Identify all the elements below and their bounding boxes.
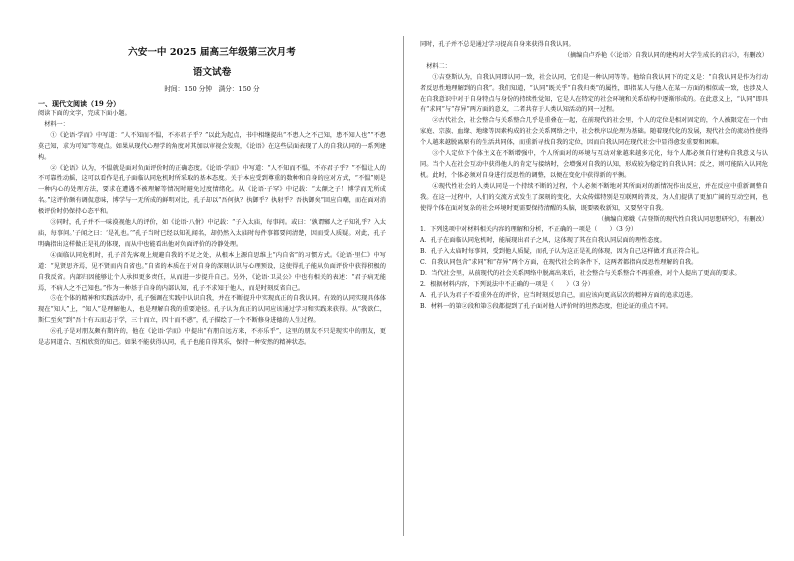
right-column (420, 40, 768, 313)
left-paragraph: ⑥孔子是对朋友颇有期许的，他在《论语·学而》中提出“有朋自远方来，不亦乐乎”，这里的朋友不只是现实中的朋友，更是志同道合、互相欣赏的知己。如果不能获得认同，孔子也能自得其乐，保持一种安然的精神状态。 (38, 328, 386, 347)
question-option: B．孔子入太庙时每事问，受到他人质疑，而孔子认为这正是礼的体现，因为自己这样做才真正符合礼。 (420, 248, 703, 256)
material1-label: 材料一： (44, 120, 69, 128)
right-paragraph: ③个人定位下个体主义在不断增强中，个人所面对的环境与互动对象越来越多元化，每个人都必须自行建构自我意义与认同。当个人在社会互动中获得他人的肯定与接纳时，会增强对自我的认知，形成较为稳定的自我认同；反之，则可能陷入认同危机。此时，个体必须对自身进行反思性的调整，以便在变化中获得新的平衡。 (420, 150, 768, 179)
question-option: A．孔子认为君子不看重外在的评价，应当时刻反思自己，而应该向更高层次的精神方面的追求迈进。 (420, 291, 697, 299)
question-stem: 2．根据材料内容，下列说法中不正确的一项是（ ）（3 分） (420, 280, 594, 288)
question-option: D．当代社会里，从前现代的社会关系网络中脱离出来后，社会整合与关系整合不再重叠，对个人提出了更高的要求。 (420, 270, 741, 278)
question-stem: 1．下列选项中对材料相关内容的理解和分析，不正确的一项是（ ）（3 分） (420, 226, 638, 234)
question-option: B．材料一的第②段和第⑤段都提到了孔子面对他人评价时的坦然态度，但论证的重点不同。 (420, 302, 673, 310)
left-paragraph: ⑤在个体的精神和实践活动中，孔子强调在实践中认识自我，并在不断提升中实现真正的自我认同。有效的认同实现具体体现在“知人”上，“知人”是理解他人，也是理解自我的重要途径。孔子认为真正的认同应该通过学习和实践来获得。从“我欲仁，斯仁至矣”到“吾十有五而志于学，三十而立，四十而不惑”，孔子描绘了一个不断修身进德的人生过程。 (38, 295, 386, 325)
left-paragraph: ②《论语》认为，不愠就是面对负面评价时的正确态度。《论语·学而》中写道：“人不知而不愠，不亦君子乎？”不愠让人的不可靠性动摇，这可以看作是孔子面临认同危机时所采取的基本态度。关于本应受到尊重的数种和自身的应对方式，“不愠”则是一种内心的处理方法，要求在遭遇不被理解等情况时避免过度情绪化。从《论语·子罕》中记载：“太颠之子！博学而无所成名。”这评价颇有调侃意味，博学与一无所成的鲜明对比，孔子却以“吾何执？执御乎？执射乎？吾执御矣”回应自嘲，而在面对消极评价时仍保持心态平和。 (38, 164, 386, 216)
left-column (38, 38, 386, 349)
subject-title: 语文试卷 (192, 67, 232, 78)
question-option: C．自我认同包含“求同”和“存异”两个方面，在现代社会的条件下，这两者都指向反思性理解的自我。 (420, 259, 698, 267)
right-paragraph: ②古代社会，社会整合与关系整合几乎是重叠在一起，在前现代的社会里，个人的定位是相对固定的，个人被限定在一个由家庭、宗族、血缘、地缘等因素构成的社会关系网络之中，社会秩序以伦理为基础。随着现代化的发展，现代社会的流动性使得个人越来越脱离原有的生活共同体，而重新寻找自我的定位，因而自我认同在现代社会中显得愈发重要和困难。 (420, 117, 768, 147)
right-paragraph: ①吉登斯认为，自我认同即认同一致，社会认同，它们是一种认同等等。他给自我认同下的定义是：“自我认同是作为行动者反思性地理解到的自我”。我们知道，“认同”既关乎“自我归类”的属性，即指某人与他人在某一方面的相似或一致，也涉及人在自我意识中对于自身特点与身份的持续性觉知，它是人在特定的社会环境和关系结构中逐渐形成的。在此意义上，“认同”即具有“求同”与“存异”两方面的意义，二者共存于人类认知活动的同一过程。 (420, 73, 768, 114)
column-divider (403, 36, 404, 536)
material2-label: 材料二： (426, 62, 451, 70)
right-paragraph: ④现代性社会的人类认同是一个持续不断的过程，个人必须不断地对其所面对的新情况作出反应，并在反应中重新调整自我。在这一过程中，人们的交流方式发生了深刻的变化，大众传媒特别是互联网的普及，为人们提供了更加广阔的互动空间，也使得个体在面对复杂的社会环境时更需要保持清醒的头脑，既要吸收新知，又要坚守自我。 (420, 182, 768, 212)
instruction-text: 阅读下面的文字，完成下面小题。 (38, 110, 131, 117)
section-heading: 一、现代文阅读（19 分） (38, 99, 121, 108)
left-paragraph: ①《论语·学而》中写道：“人不知而不愠，不亦君子乎？”以此为起点，书中相继提出“不患人之不己知，患不知人也”“不患莫己知，求为可知”等观点。如果从现代心理学的角度对其加以审视会发现，《论语》在这些层面表现了人的自我认同的一系列建构。 (38, 131, 386, 161)
source-citation-2: （摘编自郑娥《吉登斯的现代性自我认同思想研究》，有删改） (597, 215, 768, 223)
left-paragraph: ④面临认同危机时，孔子首先客观上规避自我的不足之处，从根本上源自思维上“内自省”的习惯方式。《论语·里仁》中写道：“见贤思齐焉，见不贤而内自省也。”自省的本质在于对自身的深刻认识与心理预设，这使得孔子能从负面评价中获得积极的自我反省。内部归因能够让个人承担更多责任，从而进一步提升自己。另外，《论语·卫灵公》中也有相关的表述：“君子病无能焉，不病人之不己知也。”作为一种基于自身的内部认知，孔子不求知于他人，而是时刻反省自己。 (38, 251, 386, 292)
question-option: A．孔子在面临认同危机时，能展现出君子之风，这体现了其在自我认同层面的理性态度。 (420, 237, 666, 245)
left-paragraph: ③同时，孔子并不一味漠视他人的评价，如《论语·八佾》中记载：“子入太庙，每事问。或曰：‘孰谓鄹人之子知礼乎？入太庙，每事问。’子闻之曰：‘是礼也。’”孔子当时已经以知礼闻名，却仍然入太庙时每件事都要问清楚，因而受人质疑。对此，孔子明确指出这样做正是礼的体现，而从中也能看出他对负面评价的冷静处理。 (38, 219, 386, 248)
source-citation-1: （摘编自卢乔艳《〈论语〉自我认同的建构对大学生成长的启示》，有删改） (563, 51, 768, 59)
right-paragraph-continuation: 同时，孔子并不总是通过学习提高自身来获得自我认同。 (420, 41, 575, 48)
school-title: 六安一中 2025 届高三年级第三次月考 (128, 47, 296, 58)
time-info: 时间：150 分钟 满分：150 分 (164, 85, 260, 93)
